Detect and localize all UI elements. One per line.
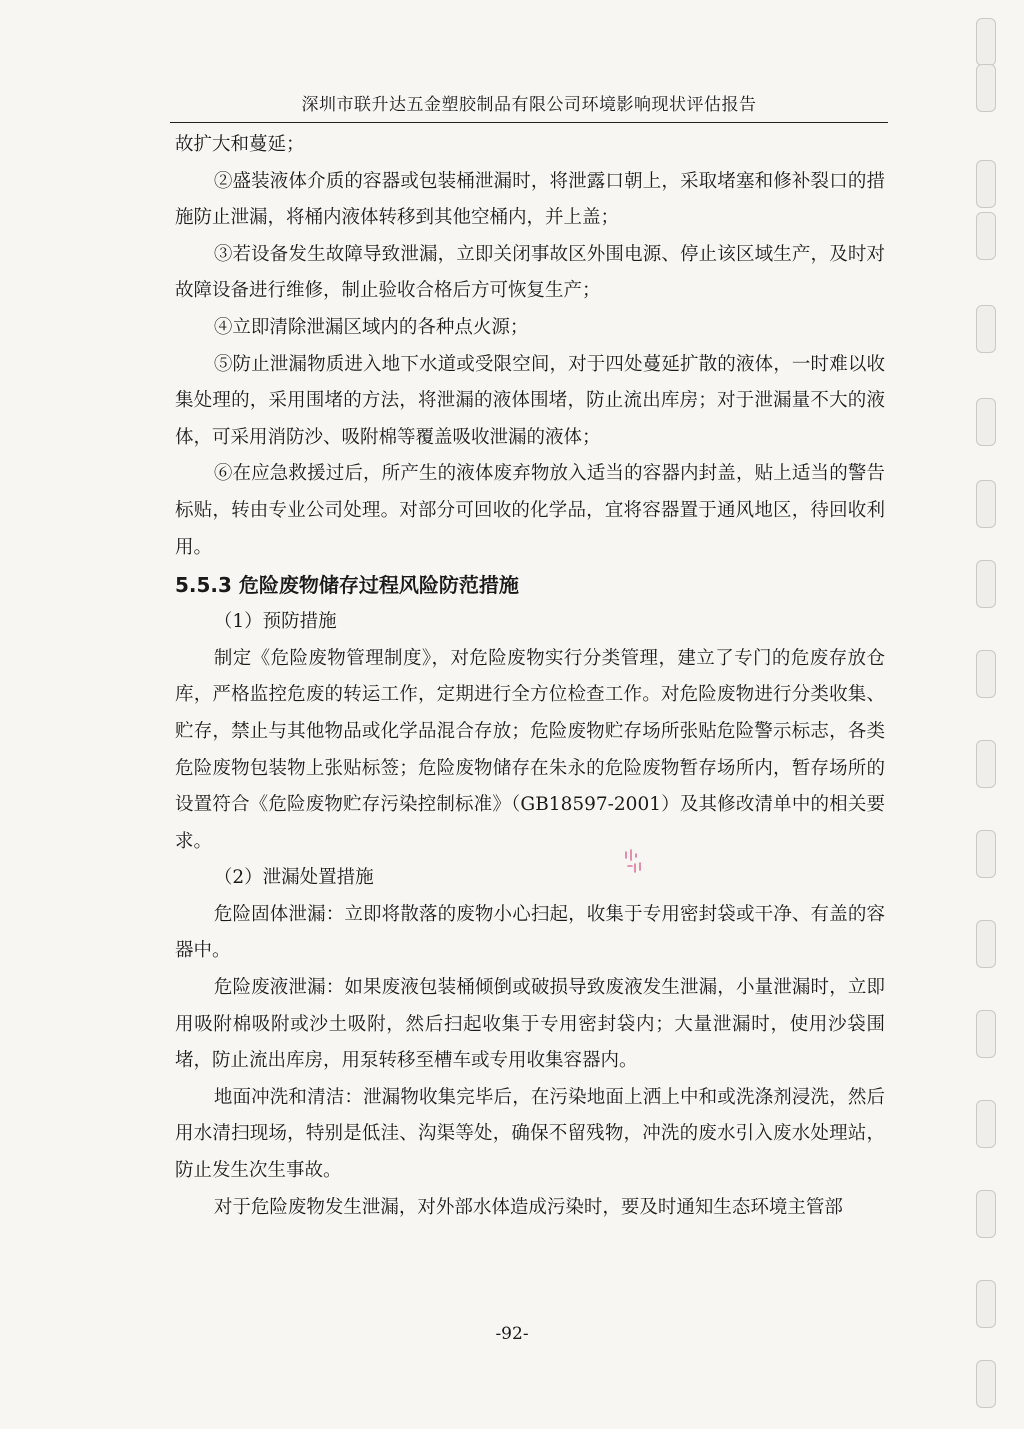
binding-hole: [976, 212, 996, 260]
binding-hole: [976, 398, 996, 446]
section-heading: 5.5.3 危险废物储存过程风险防范措施: [175, 573, 519, 598]
binding-hole: [976, 1280, 996, 1328]
binding-hole: [976, 1360, 996, 1408]
paragraph-item-4: ④立即清除泄漏区域内的各种点火源；: [213, 316, 529, 338]
binding-hole: [976, 305, 996, 353]
binding-hole: [976, 740, 996, 788]
binding-hole: [976, 64, 996, 112]
page-body: [175, 127, 885, 1226]
leak-paragraph-cleaning: 地面冲洗和清洁：泄漏物收集完毕后，在污染地面上洒上中和或洗涤剂浸洗，然后用水清扫现场，特别是低洼、沟渠等处，确保不留残物，冲洗的废水引入废水处理站，防止发生次生事故。: [175, 1086, 885, 1182]
paragraph-item-2: ②盛装液体介质的容器或包装桶泄漏时，将泄露口朝上，采取堵塞和修补裂口的措施防止泄漏，将桶内液体转移到其他空桶内，并上盖；: [175, 170, 885, 229]
binding-hole: [976, 920, 996, 968]
binding-hole: [976, 1100, 996, 1148]
binding-holes: [970, 0, 1000, 1429]
paragraph-item-3: ③若设备发生故障导致泄漏，立即关闭事故区外围电源、停止该区域生产，及时对故障设备进行维修，制止验收合格后方可恢复生产；: [175, 243, 885, 302]
subsection-heading-prevention: （1）预防措施: [213, 611, 337, 633]
binding-hole: [976, 18, 996, 66]
paragraph-item-5: ⑤防止泄漏物质进入地下水道或受限空间，对于四处蔓延扩散的液体，一时难以收集处理的，采用围堵的方法，将泄漏的液体围堵，防止流出库房；对于泄漏量不大的液体，可采用消防沙、吸附棉等覆盖吸收泄漏的液体；: [175, 353, 885, 448]
binding-hole: [976, 160, 996, 208]
page-header: 深圳市联升达五金塑胶制品有限公司环境影响现状评估报告: [170, 92, 888, 123]
subsection-heading-leak: （2）泄漏处置措施: [213, 867, 374, 889]
binding-hole: [976, 650, 996, 698]
binding-hole: [976, 560, 996, 608]
binding-hole: [976, 830, 996, 878]
leak-paragraph-solid: 危险固体泄漏：立即将散落的废物小心扫起，收集于专用密封袋或干净、有盖的容器中。: [175, 903, 885, 962]
leak-paragraph-external: 对于危险废物发生泄漏，对外部水体造成污染时，要及时通知生态环境主管部: [213, 1196, 843, 1218]
binding-hole: [976, 1010, 996, 1058]
leak-paragraph-liquid: 危险废液泄漏：如果废液包装桶倾倒或破损导致废液发生泄漏，小量泄漏时，立即用吸附棉吸附或沙土吸附，然后扫起收集于专用密封袋内；大量泄漏时，使用沙袋围堵，防止流出库房，用泵转移至槽车或专用收集容器内。: [175, 977, 885, 1072]
red-ink-mark: [622, 848, 646, 876]
paragraph-item-6: ⑥在应急救援过后，所产生的液体废弃物放入适当的容器内封盖，贴上适当的警告标贴，转由专业公司处理。对部分可回收的化学品，宜将容器置于通风地区，待回收利用。: [175, 463, 885, 558]
paragraph-continuation: 故扩大和蔓延；: [175, 134, 305, 155]
binding-hole: [976, 1190, 996, 1238]
prevention-paragraph: 制定《危险废物管理制度》，对危险废物实行分类管理，建立了专门的危废存放仓库，严格监控危废的转运工作，定期进行全方位检查工作。对危险废物进行分类收集、贮存，禁止与其他物品或化学品混合存放；危险废物贮存场所张贴危险警示标志，各类危险废物包装物上张贴标签；危险废物储存在朱永的危险废物暂存场所内，暂存场所的设置符合《危险废物贮存污染控制标准》（GB18597-2001）及其修改清单中的相关要求。: [175, 647, 885, 852]
page-number: -92-: [495, 1324, 529, 1344]
binding-hole: [976, 480, 996, 528]
